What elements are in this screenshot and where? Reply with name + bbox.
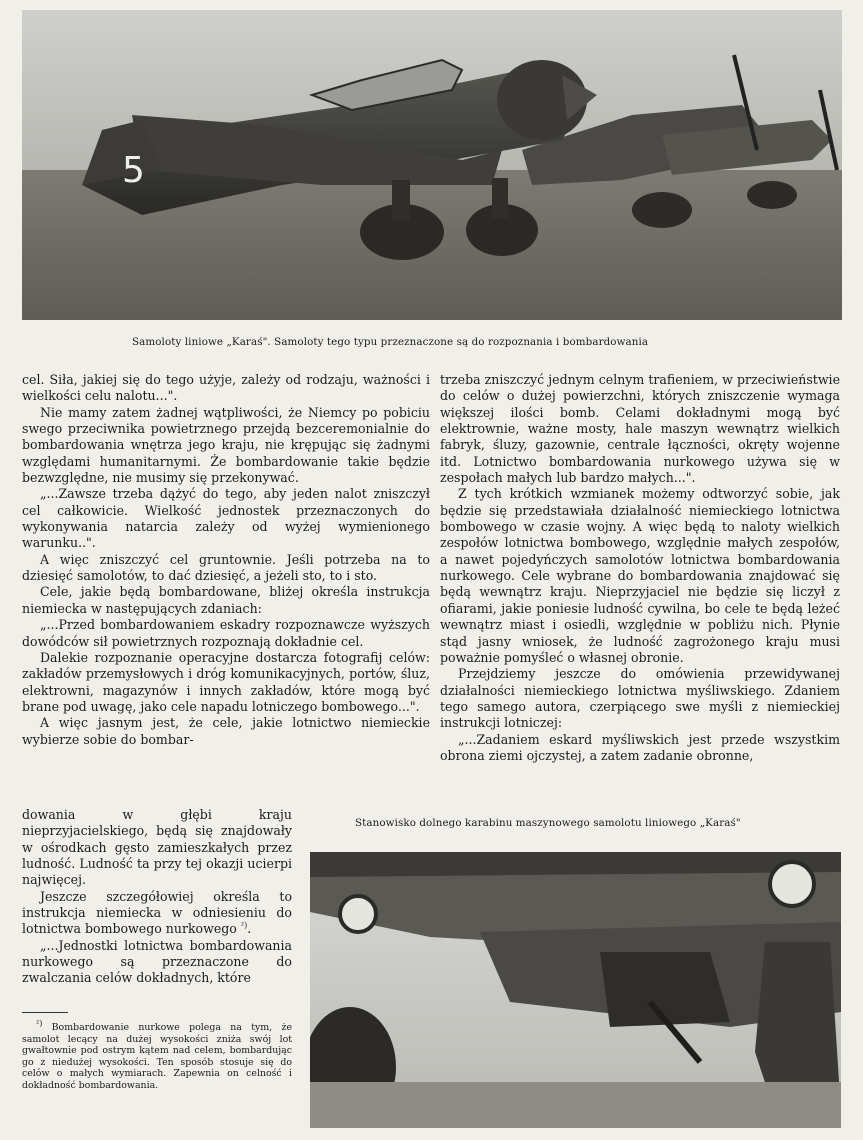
paragraph: Nie mamy zatem żadnej wątpliwości, że Niemcy po pobiciu swego przeciwnika powietrznego przejdą bezceremonialnie do bombardowania wnętrza jego kraju, nie krępując się żadnymi względami humanitarnymi. Że bombardowanie takie będzie bezwzględne, nie musimy się przekonywać. [22,404,430,486]
top-photo-karas-bombers [22,10,842,320]
top-photo-caption: Samoloty liniowe „Karaś". Samoloty tego typu przeznaczone są do rozpoznania i bombardowania [132,336,649,348]
footnote-marker: ²) [36,1018,43,1028]
karas-bombers-illustration [22,10,842,320]
paragraph: Dalekie rozpoznanie operacyjne dostarcza fotografij celów: zakładów przemysłowych i dróg komunikacyjnych, portów, śluz, elektrowni, magazynów i innych zakładów, które mogą być brane pod uwagę, jako cele napadu lotniczego bombowego...". [22,649,430,714]
paragraph-period: . [247,921,252,937]
quote-paragraph: „...Zawsze trzeba dążyć do tego, aby jeden nalot zniszczył cel całkowicie. Wielkość jednostek przeznaczonych do wykonywania natarcia zależy od wyżej wymienionego warunku..". [22,486,430,551]
paragraph: cel. Siła, jakiej się do tego użyje, zależy od rodzaju, ważności i wielkości celu nalotu...". [22,372,430,404]
paragraph [22,889,292,938]
left-narrow-column [22,807,292,987]
left-column [22,372,430,748]
footnote-text: Bombardowanie nurkowe polega na tym, że samolot lecący na dużej wysokości zniża swój lot gwałtownie pod ostrym kątem nad celem, bombardując go z niedużej wysokości. Ten sposób stosuje się do celów o małych wymiarach. Zapewnia on celność i dokładność bombardowania. [22,1022,292,1091]
paragraph: A więc zniszczyć cel gruntownie. Jeśli potrzeba na to dziesięć samolotów, to dać dziesięć, a jeżeli sto, to i sto. [22,551,430,584]
quote-paragraph: „...Jednostki lotnictwa bombardowania nurkowego są przeznaczone do zwalczania celów dokładnych, które [22,937,292,986]
gun-position-illustration [310,852,841,1128]
paragraph: trzeba zniszczyć jednym celnym trafieniem, w przeciwieństwie do celów o dużej powierzchni, których zniszczenie wymaga większej ilości bomb. Celami dokładnymi mogą być elektrownie, ważne mosty, hale maszyn wewnątrz wielkich fabryk, śluzy, gazownie, centrale łączności, okręty wojenne itd. Lotnictwo bombardowania nurkowego używa się w zespołach małych lub bardzo małych...". [440,372,840,486]
footnote-reference: ²) [240,921,248,931]
paragraph: Cele, jakie będą bombardowane, bliżej określa instrukcja niemiecka w następujących zdaniach: [22,584,430,616]
paragraph-text: Jeszcze szczegółowiej określa to instrukcja niemiecka w odniesieniu do lotnictwa bombowego nurkowego [22,888,292,937]
bottom-photo-caption: Stanowisko dolnego karabinu maszynowego samolotu liniowego „Karaś" [355,817,741,829]
paragraph: Przejdziemy jeszcze do omówienia przewidywanej działalności niemieckiego lotnictwa myśliwskiego. Zdaniem tego samego autora, czerpiącego swe myśli z niemieckiej instrukcji lotniczej: [440,666,840,731]
paragraph: A więc jasnym jest, że cele, jakie lotnictwo niemieckie wybierze sobie do bombar- [22,715,430,747]
paragraph: dowania w głębi kraju nieprzyjacielskiego, będą się znajdowały w ośrodkach gęsto zamieszkałych przez ludność. Ludność ta przy tej okazji ucierpi najwięcej. [22,807,292,888]
quote-paragraph: „...Przed bombardowaniem eskadry rozpoznawcze wyższych dowódców sił powietrznych rozpoznają dokładnie cel. [22,617,430,649]
bottom-photo-machine-gun-position [310,852,841,1128]
footnote [22,1018,292,1092]
quote-paragraph: „...Zadaniem eskard myśliwskich jest przede wszystkim obrona ziemi ojczystej, a zatem zadanie obronne, [440,731,840,763]
tail-number: 5 [122,150,145,191]
paragraph: Z tych krótkich wzmianek możemy odtworzyć sobie, jak będzie się przedstawiała działalność niemieckiego lotnictwa bombowego w czasie wojny. A więc będą to naloty wielkich zespołów lotnictwa bombowego, względnie małych zespołów, a nawet pojedyńczych samolotów lotnictwa bombardowania nurkowego. Cele wybrane do bombardowania znajdować się będą wewnątrz kraju. Nieprzyjaciel nie będzie się liczył z ofiarami, jakie poniesie ludność cywilna, bo cele te będą leżeć wewnątrz miast i osiedli, względnie w pobliżu nich. Płynie stąd jasny wniosek, że ludność zagrożonego kraju musi poważnie pomyśleć o własnej obronie. [440,486,840,665]
footnote-divider [22,1012,68,1013]
right-column [440,372,840,764]
